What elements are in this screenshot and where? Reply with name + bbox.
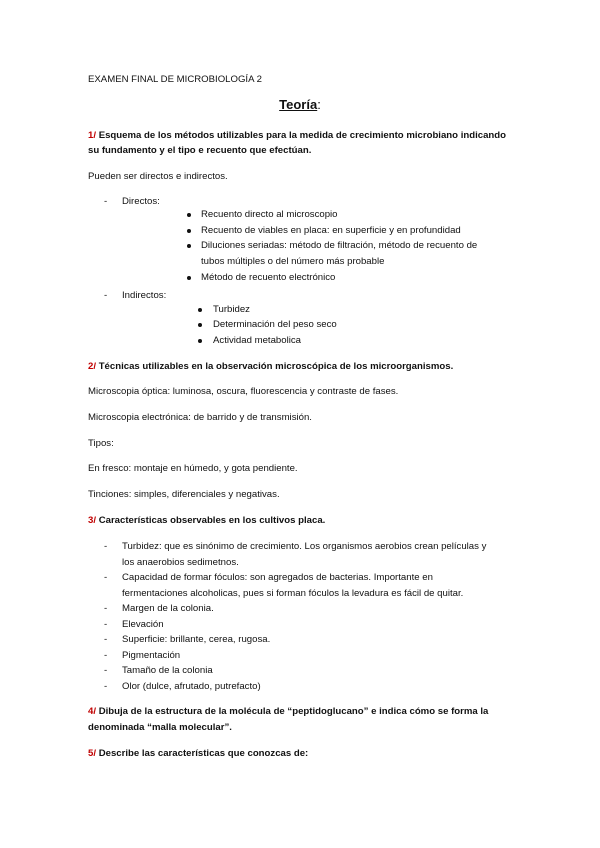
dash-bullet: - <box>104 290 108 301</box>
paragraph-directos-indirectos: Pueden ser directos e indirectos. <box>88 171 228 182</box>
question-2-number: 2/ <box>88 361 97 372</box>
directos-item: Método de recuento electrónico <box>201 272 336 283</box>
bullet-dot <box>187 213 191 217</box>
paragraph-microscopia-electronica: Microscopia electrónica: de barrido y de transmisión. <box>88 412 312 423</box>
bullet-dot <box>187 229 191 233</box>
paragraph-en-fresco: En fresco: montaje en húmedo, y gota pendiente. <box>88 463 298 474</box>
question-3 <box>88 515 325 527</box>
dash-bullet: - <box>104 603 108 614</box>
directos-item: Diluciones seriadas: método de filtración, método de recuento de <box>201 240 478 251</box>
question-4-line1: Dibuja de la estructura de la molécula de “peptidoglucano” e indica cómo se forma la <box>98 706 489 717</box>
paragraph-tinciones: Tinciones: simples, diferenciales y negativas. <box>88 489 280 500</box>
cultivo-item: Elevación <box>122 619 164 630</box>
directos-item-continued: tubos múltiples o del número más probable <box>201 256 385 267</box>
dash-bullet: - <box>104 650 108 661</box>
directos-item: Recuento de viables en placa: en superficie y en profundidad <box>201 225 461 236</box>
cultivo-item: Tamaño de la colonia <box>122 665 213 676</box>
bullet-dot <box>198 339 202 343</box>
indirectos-label: Indirectos: <box>122 290 167 301</box>
question-3-text: Características observables en los cultivos placa. <box>98 515 326 526</box>
question-4-number: 4/ <box>88 706 97 717</box>
cultivo-item: Superficie: brillante, cerea, rugosa. <box>122 634 271 645</box>
dash-bullet: - <box>104 541 108 552</box>
dash-bullet: - <box>104 665 108 676</box>
indirectos-item: Turbidez <box>213 304 250 315</box>
exam-title: EXAMEN FINAL DE MICROBIOLOGÍA 2 <box>88 74 262 85</box>
question-5 <box>88 748 308 760</box>
section-title <box>0 97 600 112</box>
section-title-colon: : <box>317 97 321 112</box>
cultivo-item: Capacidad de formar fóculos: son agregados de bacterias. Importante en <box>122 572 433 583</box>
directos-label: Directos: <box>122 196 160 207</box>
dash-bullet: - <box>104 196 108 207</box>
question-1 <box>88 130 506 142</box>
question-1-line1: Esquema de los métodos utilizables para la medida de crecimiento microbiano indicando <box>98 130 506 141</box>
question-1-line2: su fundamento y el tipo e recuento que efectúan. <box>88 145 312 156</box>
cultivo-item-continued: los anaerobios sedimetnos. <box>122 557 239 568</box>
question-5-number: 5/ <box>88 748 97 759</box>
question-4 <box>88 706 488 718</box>
question-5-text: Describe las características que conozcas de: <box>98 748 309 759</box>
cultivo-item: Margen de la colonia. <box>122 603 214 614</box>
section-title-text: Teoría <box>279 97 318 112</box>
bullet-dot <box>198 323 202 327</box>
paragraph-microscopia-optica: Microscopia óptica: luminosa, oscura, fluorescencia y contraste de fases. <box>88 386 399 397</box>
question-1-number: 1/ <box>88 130 97 141</box>
dash-bullet: - <box>104 619 108 630</box>
dash-bullet: - <box>104 681 108 692</box>
bullet-dot <box>198 308 202 312</box>
bullet-dot <box>187 276 191 280</box>
dash-bullet: - <box>104 572 108 583</box>
question-4-line2: denominada “malla molecular”. <box>88 722 232 733</box>
question-2 <box>88 361 453 373</box>
bullet-dot <box>187 244 191 248</box>
indirectos-item: Actividad metabolica <box>213 335 301 346</box>
indirectos-item: Determinación del peso seco <box>213 319 337 330</box>
cultivo-item: Pigmentación <box>122 650 181 661</box>
cultivo-item: Turbidez: que es sinónimo de crecimiento. Los organismos aerobios crean películas y <box>122 541 487 552</box>
cultivo-item-continued: fermentaciones alcoholicas, pues si forman fóculos la levadura es fácil de quitar. <box>122 588 464 599</box>
cultivo-item: Olor (dulce, afrutado, putrefacto) <box>122 681 261 692</box>
question-3-number: 3/ <box>88 515 97 526</box>
question-2-text: Técnicas utilizables en la observación microscópica de los microorganismos. <box>98 361 454 372</box>
directos-item: Recuento directo al microscopio <box>201 209 338 220</box>
dash-bullet: - <box>104 634 108 645</box>
paragraph-tipos: Tipos: <box>88 438 114 449</box>
